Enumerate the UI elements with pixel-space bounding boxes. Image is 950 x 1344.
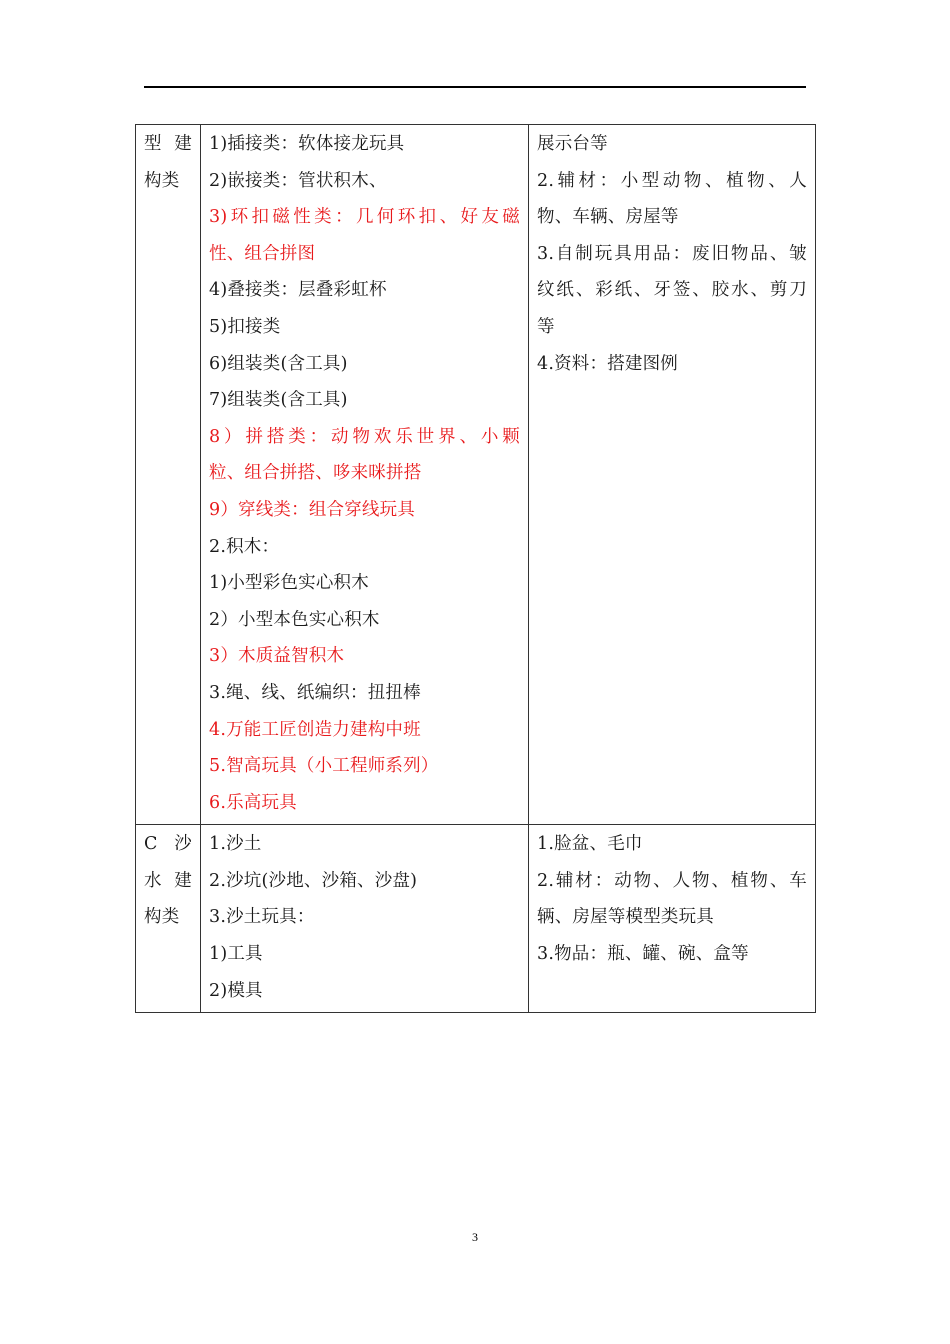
material-line: 2)模具 — [209, 980, 263, 1001]
material-line: 1)工具 — [209, 944, 263, 965]
material-line: 3.沙土玩具： — [209, 907, 315, 928]
auxiliary-line: 2.辅材：小型动物、植物、人 — [537, 170, 807, 191]
auxiliary-line: 等 — [537, 316, 555, 337]
material-line: 2）小型本色实心积木 — [209, 609, 380, 630]
auxiliary-line: 2.辅材：动物、人物、植物、车 — [537, 870, 807, 891]
material-line-highlight: 3）木质益智积木 — [209, 646, 345, 667]
auxiliary-line: 4.资料：搭建图例 — [537, 353, 678, 374]
material-line-highlight: 4.万能工匠创造力建构中班 — [209, 719, 421, 740]
category-cell — [136, 125, 201, 825]
category-line: C 沙 — [144, 834, 192, 855]
category-line: 水 建 — [144, 870, 192, 891]
page-number: 3 — [472, 1230, 478, 1244]
category-line: 构类 — [144, 170, 180, 191]
auxiliary-cell — [529, 825, 816, 1013]
material-line: 1.沙土 — [209, 834, 262, 855]
material-line: 6)组装类(含工具) — [209, 353, 348, 374]
material-line-highlight: 粒、组合拼搭、哆来咪拼搭 — [209, 463, 422, 484]
auxiliary-line: 3.物品：瓶、罐、碗、盒等 — [537, 944, 749, 965]
material-line-highlight: 性、组合拼图 — [209, 243, 316, 264]
material-line-highlight: 3)环扣磁性类：几何环扣、好友磁 — [209, 207, 520, 228]
material-line: 4)叠接类：层叠彩虹杯 — [209, 280, 387, 301]
material-line: 1)小型彩色实心积木 — [209, 573, 369, 594]
material-line: 2)嵌接类：管状积木、 — [209, 170, 387, 191]
auxiliary-line: 物、车辆、房屋等 — [537, 207, 679, 228]
materials-cell — [201, 125, 529, 825]
auxiliary-line: 展示台等 — [537, 134, 608, 154]
header-rule — [144, 86, 806, 88]
material-line: 7)组装类(含工具) — [209, 390, 348, 411]
category-line: 型 建 — [144, 134, 192, 154]
material-line-highlight: 5.智高玩具（小工程师系列） — [209, 756, 439, 777]
material-line: 2.积木： — [209, 536, 280, 557]
table-row — [136, 825, 816, 1013]
material-line-highlight: 9）穿线类：组合穿线玩具 — [209, 499, 416, 520]
material-line: 1)插接类：软体接龙玩具 — [209, 134, 405, 154]
material-line-highlight: 8）拼搭类：动物欢乐世界、小颗 — [209, 426, 520, 447]
category-line: 构类 — [144, 907, 180, 928]
materials-cell — [201, 825, 529, 1013]
material-line: 3.绳、线、纸编织：扭扭棒 — [209, 682, 421, 703]
auxiliary-line: 1.脸盆、毛巾 — [537, 834, 643, 855]
table-row — [136, 125, 816, 825]
material-line-highlight: 6.乐高玩具 — [209, 792, 297, 813]
auxiliary-cell — [529, 125, 816, 825]
auxiliary-line: 纹纸、彩纸、牙签、胶水、剪刀 — [537, 280, 807, 301]
materials-table — [135, 124, 816, 1013]
material-line: 2.沙坑(沙地、沙箱、沙盘) — [209, 870, 418, 891]
material-line: 5)扣接类 — [209, 316, 281, 337]
category-cell — [136, 825, 201, 1013]
auxiliary-line: 3.自制玩具用品：废旧物品、皱 — [537, 243, 807, 264]
auxiliary-line: 辆、房屋等模型类玩具 — [537, 907, 714, 928]
